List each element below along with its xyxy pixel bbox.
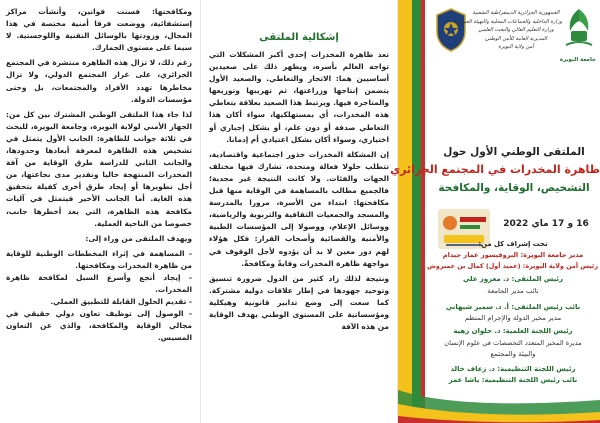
header-line: وزارة الداخلية والجماعات المحلية والتهيئة العمرانية — [453, 18, 562, 25]
middle-paragraph-2: إن المشكلة المخدرات جذور اجتماعية واقتصادية، تتطلب حلولا فعالة ومتحدة، تشارك فيها مختلف الجهات والفئات. ولا كانت النتيجة غير مجدية؛ فالجميع مطالب بالمساهمة في الوقاية منها قبل مكافحتها: ابتداء من الأسرة، مرورا بالمدرسة والمسجد والجمعيات الثقافية والتربوية والرياضية، ووسائل الإعلام، ووصولا إلى المؤسسات الطبية والأمنية والقضائية وأصحاب القرار: فكل هؤلاء لهم دور معين لا بد أن يؤدوه لأجل الوقوف في مواجهة ظاهرة المخدرات وقايةً ومكافحةً. — [209, 149, 389, 268]
scientific-president-role: مديرة المخبر المتعدد التخصصات في علوم الإنسان — [444, 339, 582, 347]
scientific-committee-president: رئيس اللجنة العلمية: د. حلوان زهية — [453, 327, 573, 335]
title-line-2: ظاهرة المخدرات في المجتمع الجزائري — [390, 163, 600, 176]
conference-president: رئيس الملتقى: د. معروز علي — [463, 275, 563, 283]
conference-president-role: نائب مدير الجامعة — [487, 287, 539, 295]
conference-date: 16 و 17 ماي 2022 — [503, 219, 589, 229]
goals-list — [6, 248, 192, 345]
scientific-president-role-2: والبيئة والمجتمع — [490, 350, 536, 358]
vice-president: نائب رئيس الملتقى: أ. د. سمير شيهاني — [445, 303, 581, 311]
university-name: جامعة البويرة — [559, 57, 596, 63]
header-line: أمن ولاية البويرة — [498, 44, 534, 51]
middle-paragraph-3: ونتيجة لذلك زاد كثير من الدول ضرورة تنسيق وتوحيد جهودها في إطار علاقات دولية مشتركة. كما سعت إلى وضع تدابير قانونية وهيكلية ومؤسساتية على المستوى الوطني يهدف الوقاية من هذه الآفة — [209, 273, 389, 332]
middle-panel — [200, 0, 398, 423]
organizing-committee-vice: نائب رئيس اللجنة التنظيمية: ياشا عمر — [448, 376, 578, 384]
header-line: وزارة التعليم العالي والبحث العلمي — [478, 27, 554, 34]
goal-item: - إيجاد أنجع وأسرع السبل لمكافحة ظاهرة المخدرات. — [6, 272, 192, 295]
organizing-committee-president: رئيس اللجنة التنظيمية: د. زعاف خالد — [450, 365, 576, 373]
university-logo-icon — [560, 5, 598, 55]
institution-header — [428, 5, 600, 65]
left-paragraph-4: ويهدف الملتقى من وراء إلى: — [85, 233, 192, 243]
cover-panel — [390, 0, 600, 423]
left-paragraph-1: ومكافحتها: فسنت قوانين، وأنشأت مراكز إستشفائية، ووضعت فرقا أمنية مختصة في هذا المجال، وزودتها بالوسائل التقنية واللوجستية. لا سيما على مستوى الجمارك. — [6, 7, 192, 53]
title-line-1: الملتقى الوطني الأول حول — [443, 146, 585, 158]
goal-item: - المساهمة في إثراء المخططات الوطنية للوقاية من ظاهرة المخدرات ومكافحتها. — [6, 248, 192, 270]
police-chief: رئيس أمن ولاية البويرة: (عميد أول) كمال بن عميروش — [427, 262, 598, 270]
decorative-ribbon — [398, 0, 428, 423]
header-line: الجمهورية الجزائرية الديمقراطية الشعبية — [472, 10, 560, 16]
police-emblem-icon — [434, 7, 468, 53]
goal-item: - الوصول إلى توظيف تعاون دولي حقيقي في مجالي الوقاية والمكافحة، والذي عن التعاون المسيس. — [6, 309, 192, 343]
title-line-3: التشخيص، الوقاية، والمكافحة — [438, 182, 590, 194]
decorative-corner-wave — [398, 380, 600, 423]
middle-paragraph-1: تعد ظاهرة المخدرات إحدى أكبر المشكلات التي تواجه العالم بأسره، ويظهر ذلك على صعيدين أساسيين هما: الاتجار والتعاطي. والصعيد الأول يتضمن إنتاجها وزراعتها، ثم تهريبها وتوزيعها والمتاجرة فيها. ويرتبط هذا الصعيد بعلاقة بتعاطي هذه المخدرات، أي بمستهلكيها، سواء أكان هذا التعاطي صدفة أو دون علم، أو بشكل إجباري أو اختياري، وسواء أكان بشكل اعتيادي أم إدمانا. — [209, 50, 389, 144]
left-panel — [0, 0, 200, 423]
left-paragraph-2: رغم ذلك، لا تزال هذه الظاهرة منتشرة في المجتمع الجزائري، على غرار المجتمع الدولي، ولا تزال مخاطرها تهدد الأفراد والمجتمعات، بل وحتى مؤسسات الدولة. — [6, 58, 192, 104]
header-line: المديرية العامة للأمن الوطني — [484, 35, 547, 42]
patronage-label: تحت إشراف كل من: — [478, 240, 548, 248]
goal-item: - تقديم الحلول القابلة للتطبيق العملي. — [50, 297, 192, 307]
vice-president-role: مدير مخبر الدولة والإجرام المنظم — [464, 314, 562, 322]
problem-section-title: إشكالية الملتقى — [259, 32, 339, 43]
university-director: مدير جامعة البويرة: البروفيسور عمار جيدام — [442, 251, 584, 259]
institution-lines — [453, 9, 562, 52]
left-paragraph-3: لذا جاء هذا الملتقى الوطني المشترك بين كل من: الجهاز الأمني لولاية البويرة، وجامعة البويرة، للبحث في ثلاثة جوانب للظاهرة: الجانب الأول يتمثل في تشخيص هذه الظاهرة لمعرفة أبعادها وحدودها، والجانب الثاني للدراسة طرق الوقاية من آفة المخدرات المنتهجة حاليا وتقدير مدى نجاعتها، من أجل تطويرها أو إيجاد طرق أخرى كفيلة بتحقيق هذه الغاية. أما الجانب الأخير فيتمثل في آليات مكافحة هذه الظاهرة، التي يعد أخطرها جانب، خصوصا من الناحية العملية. — [6, 109, 192, 228]
